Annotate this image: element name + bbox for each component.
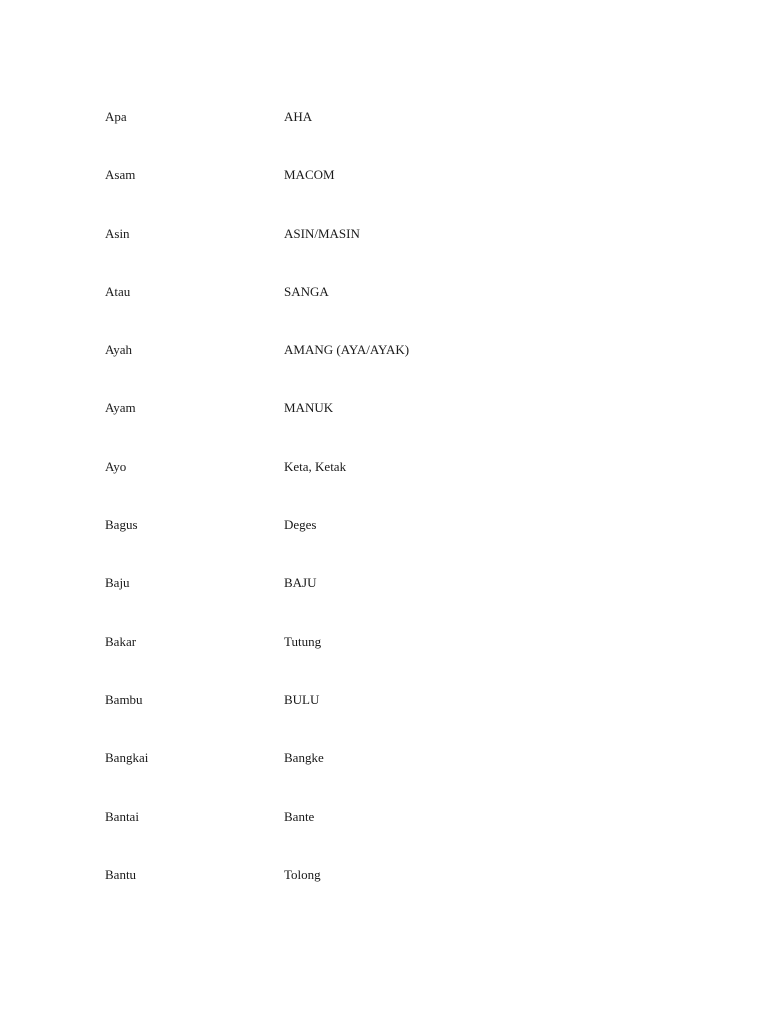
word-row [105, 398, 665, 456]
translation: ASIN/MASIN [284, 225, 360, 241]
word-row [105, 340, 665, 398]
term: Bangkai [105, 750, 149, 766]
word-row [105, 690, 665, 748]
word-row [105, 107, 665, 165]
term: Bakar [105, 633, 137, 649]
term: Bambu [105, 691, 143, 707]
term: Atau [105, 283, 131, 299]
word-row [105, 632, 665, 690]
translation: Bangke [284, 750, 324, 766]
translation: SANGA [284, 283, 329, 299]
word-row [105, 807, 665, 865]
translation: Keta, Ketak [284, 458, 347, 474]
term: Apa [105, 109, 127, 124]
term: Bantai [105, 808, 139, 824]
term: Ayam [105, 400, 136, 416]
term: Ayo [105, 458, 127, 474]
word-row [105, 865, 665, 923]
word-row [105, 573, 665, 631]
translation: BAJU [284, 575, 317, 591]
term: Bantu [105, 866, 137, 882]
term: Baju [105, 575, 130, 591]
word-row [105, 457, 665, 515]
translation: Tutung [284, 633, 322, 649]
translation: BULU [284, 691, 320, 707]
word-list [105, 107, 665, 923]
translation: Deges [284, 517, 317, 533]
term: Bagus [105, 517, 138, 533]
translation: MANUK [284, 400, 334, 416]
word-row [105, 282, 665, 340]
term: Asam [105, 167, 136, 183]
word-row [105, 165, 665, 223]
translation: Tolong [284, 866, 321, 882]
term: Asin [105, 225, 130, 241]
term: Ayah [105, 342, 132, 358]
word-row [105, 748, 665, 806]
translation: AHA [284, 109, 313, 124]
word-row [105, 515, 665, 573]
translation: AMANG (AYA/AYAK) [284, 342, 410, 358]
translation: Bante [284, 808, 315, 824]
translation: MACOM [284, 167, 335, 183]
word-row [105, 224, 665, 282]
